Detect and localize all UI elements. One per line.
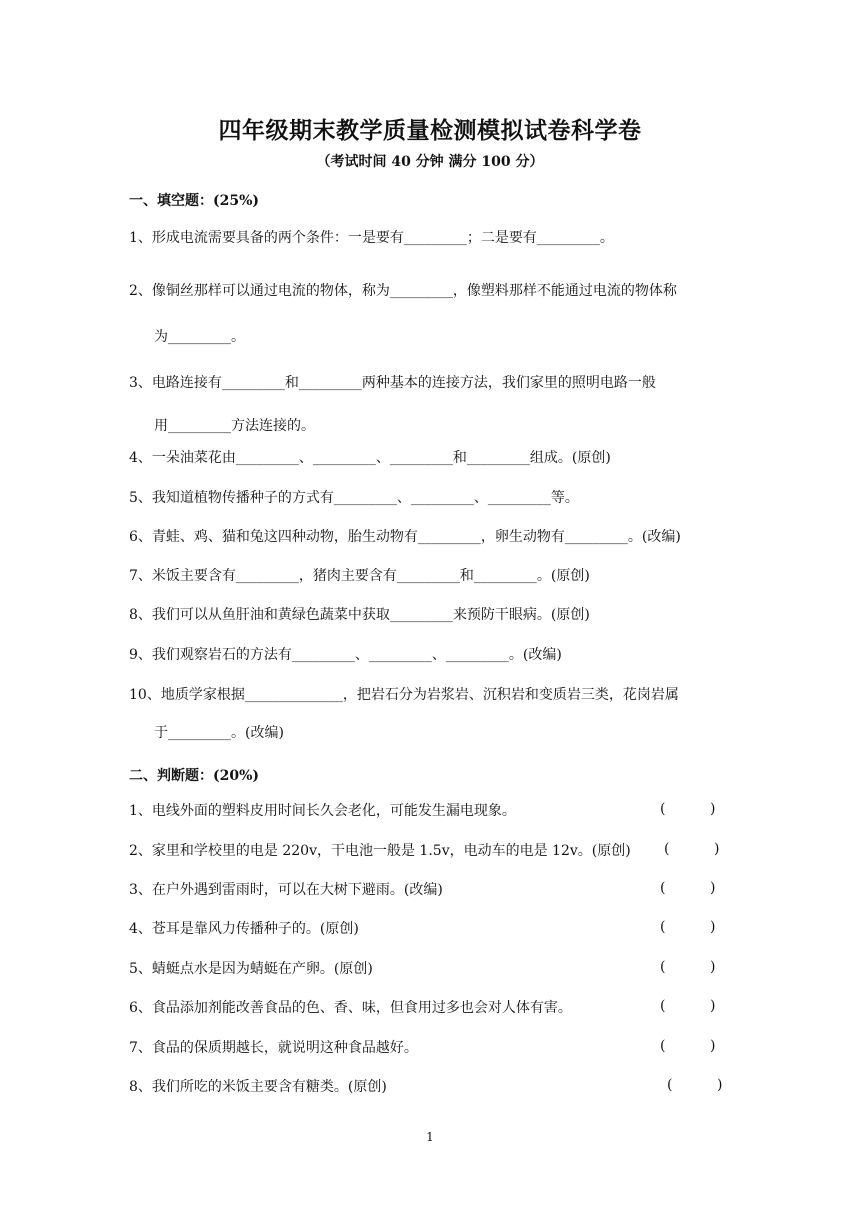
section-heading-true-false: 二、判断题：(20%) — [129, 768, 260, 784]
judgement-item: 2、家里和学校里的电是 220v，干电池一般是 1.5v，电动车的电是 12v。(原创) — [129, 843, 631, 859]
judgement-item: 7、食品的保质期越长，就说明这种食品越好。 — [129, 1040, 418, 1056]
answer-parentheses: ( ) — [660, 959, 716, 975]
question-line: 7、米饭主要含有_________，猪肉主要含有_________和_________。(原创) — [129, 568, 590, 584]
question-line-continued: 用_________方法连接的。 — [154, 418, 315, 434]
answer-parentheses: ( ) — [660, 998, 716, 1014]
question-line: 2、像铜丝那样可以通过电流的物体，称为_________，像塑料那样不能通过电流的物体称 — [129, 283, 677, 299]
section-heading-fill-blank: 一、填空题：(25%) — [129, 193, 260, 209]
question-line: 4、一朵油菜花由_________、_________、_________和_________组成。(原创) — [129, 450, 611, 466]
page-subtitle: （考试时间 40 分钟 满分 100 分） — [316, 154, 544, 170]
question-line: 9、我们观察岩石的方法有_________、_________、_________。(改编) — [129, 647, 562, 663]
judgement-item: 5、蜻蜓点水是因为蜻蜓在产卵。(原创) — [129, 961, 373, 977]
question-line: 8、我们可以从鱼肝油和黄绿色蔬菜中获取_________来预防干眼病。(原创) — [129, 607, 590, 623]
question-line: 10、地质学家根据______________，把岩石分为岩浆岩、沉积岩和变质岩三类，花岗岩属 — [129, 687, 679, 703]
answer-parentheses: ( ) — [660, 919, 716, 935]
question-line: 5、我知道植物传播种子的方式有_________、_________、_________等。 — [129, 490, 579, 506]
answer-parentheses: ( ) — [660, 801, 716, 817]
answer-parentheses: ( ) — [660, 1038, 716, 1054]
judgement-item: 8、我们所吃的米饭主要含有糖类。(原创) — [129, 1079, 387, 1095]
question-line-continued: 为_________。 — [154, 329, 245, 345]
page-title: 四年级期末教学质量检测模拟试卷科学卷 — [218, 117, 642, 144]
question-line: 3、电路连接有_________和_________两种基本的连接方法，我们家里的照明电路一般 — [129, 375, 656, 391]
judgement-item: 6、食品添加剂能改善食品的色、香、味，但食用过多也会对人体有害。 — [129, 1000, 572, 1016]
judgement-item: 3、在户外遇到雷雨时，可以在大树下避雨。(改编) — [129, 882, 443, 898]
judgement-item: 4、苍耳是靠风力传播种子的。(原创) — [129, 921, 359, 937]
answer-parentheses: ( ) — [667, 1077, 723, 1093]
question-line: 1、形成电流需要具备的两个条件：一是要有_________；二是要有_________。 — [129, 230, 614, 246]
question-line: 6、青蛙、鸡、猫和兔这四种动物，胎生动物有_________，卵生动物有_________。(改编) — [129, 529, 681, 545]
page-number: 1 — [426, 1130, 434, 1144]
question-line-continued: 于_________。(改编) — [154, 725, 284, 741]
answer-parentheses: ( ) — [660, 880, 716, 896]
judgement-item: 1、电线外面的塑料皮用时间长久会老化，可能发生漏电现象。 — [129, 803, 516, 819]
answer-parentheses: ( ) — [664, 841, 720, 857]
